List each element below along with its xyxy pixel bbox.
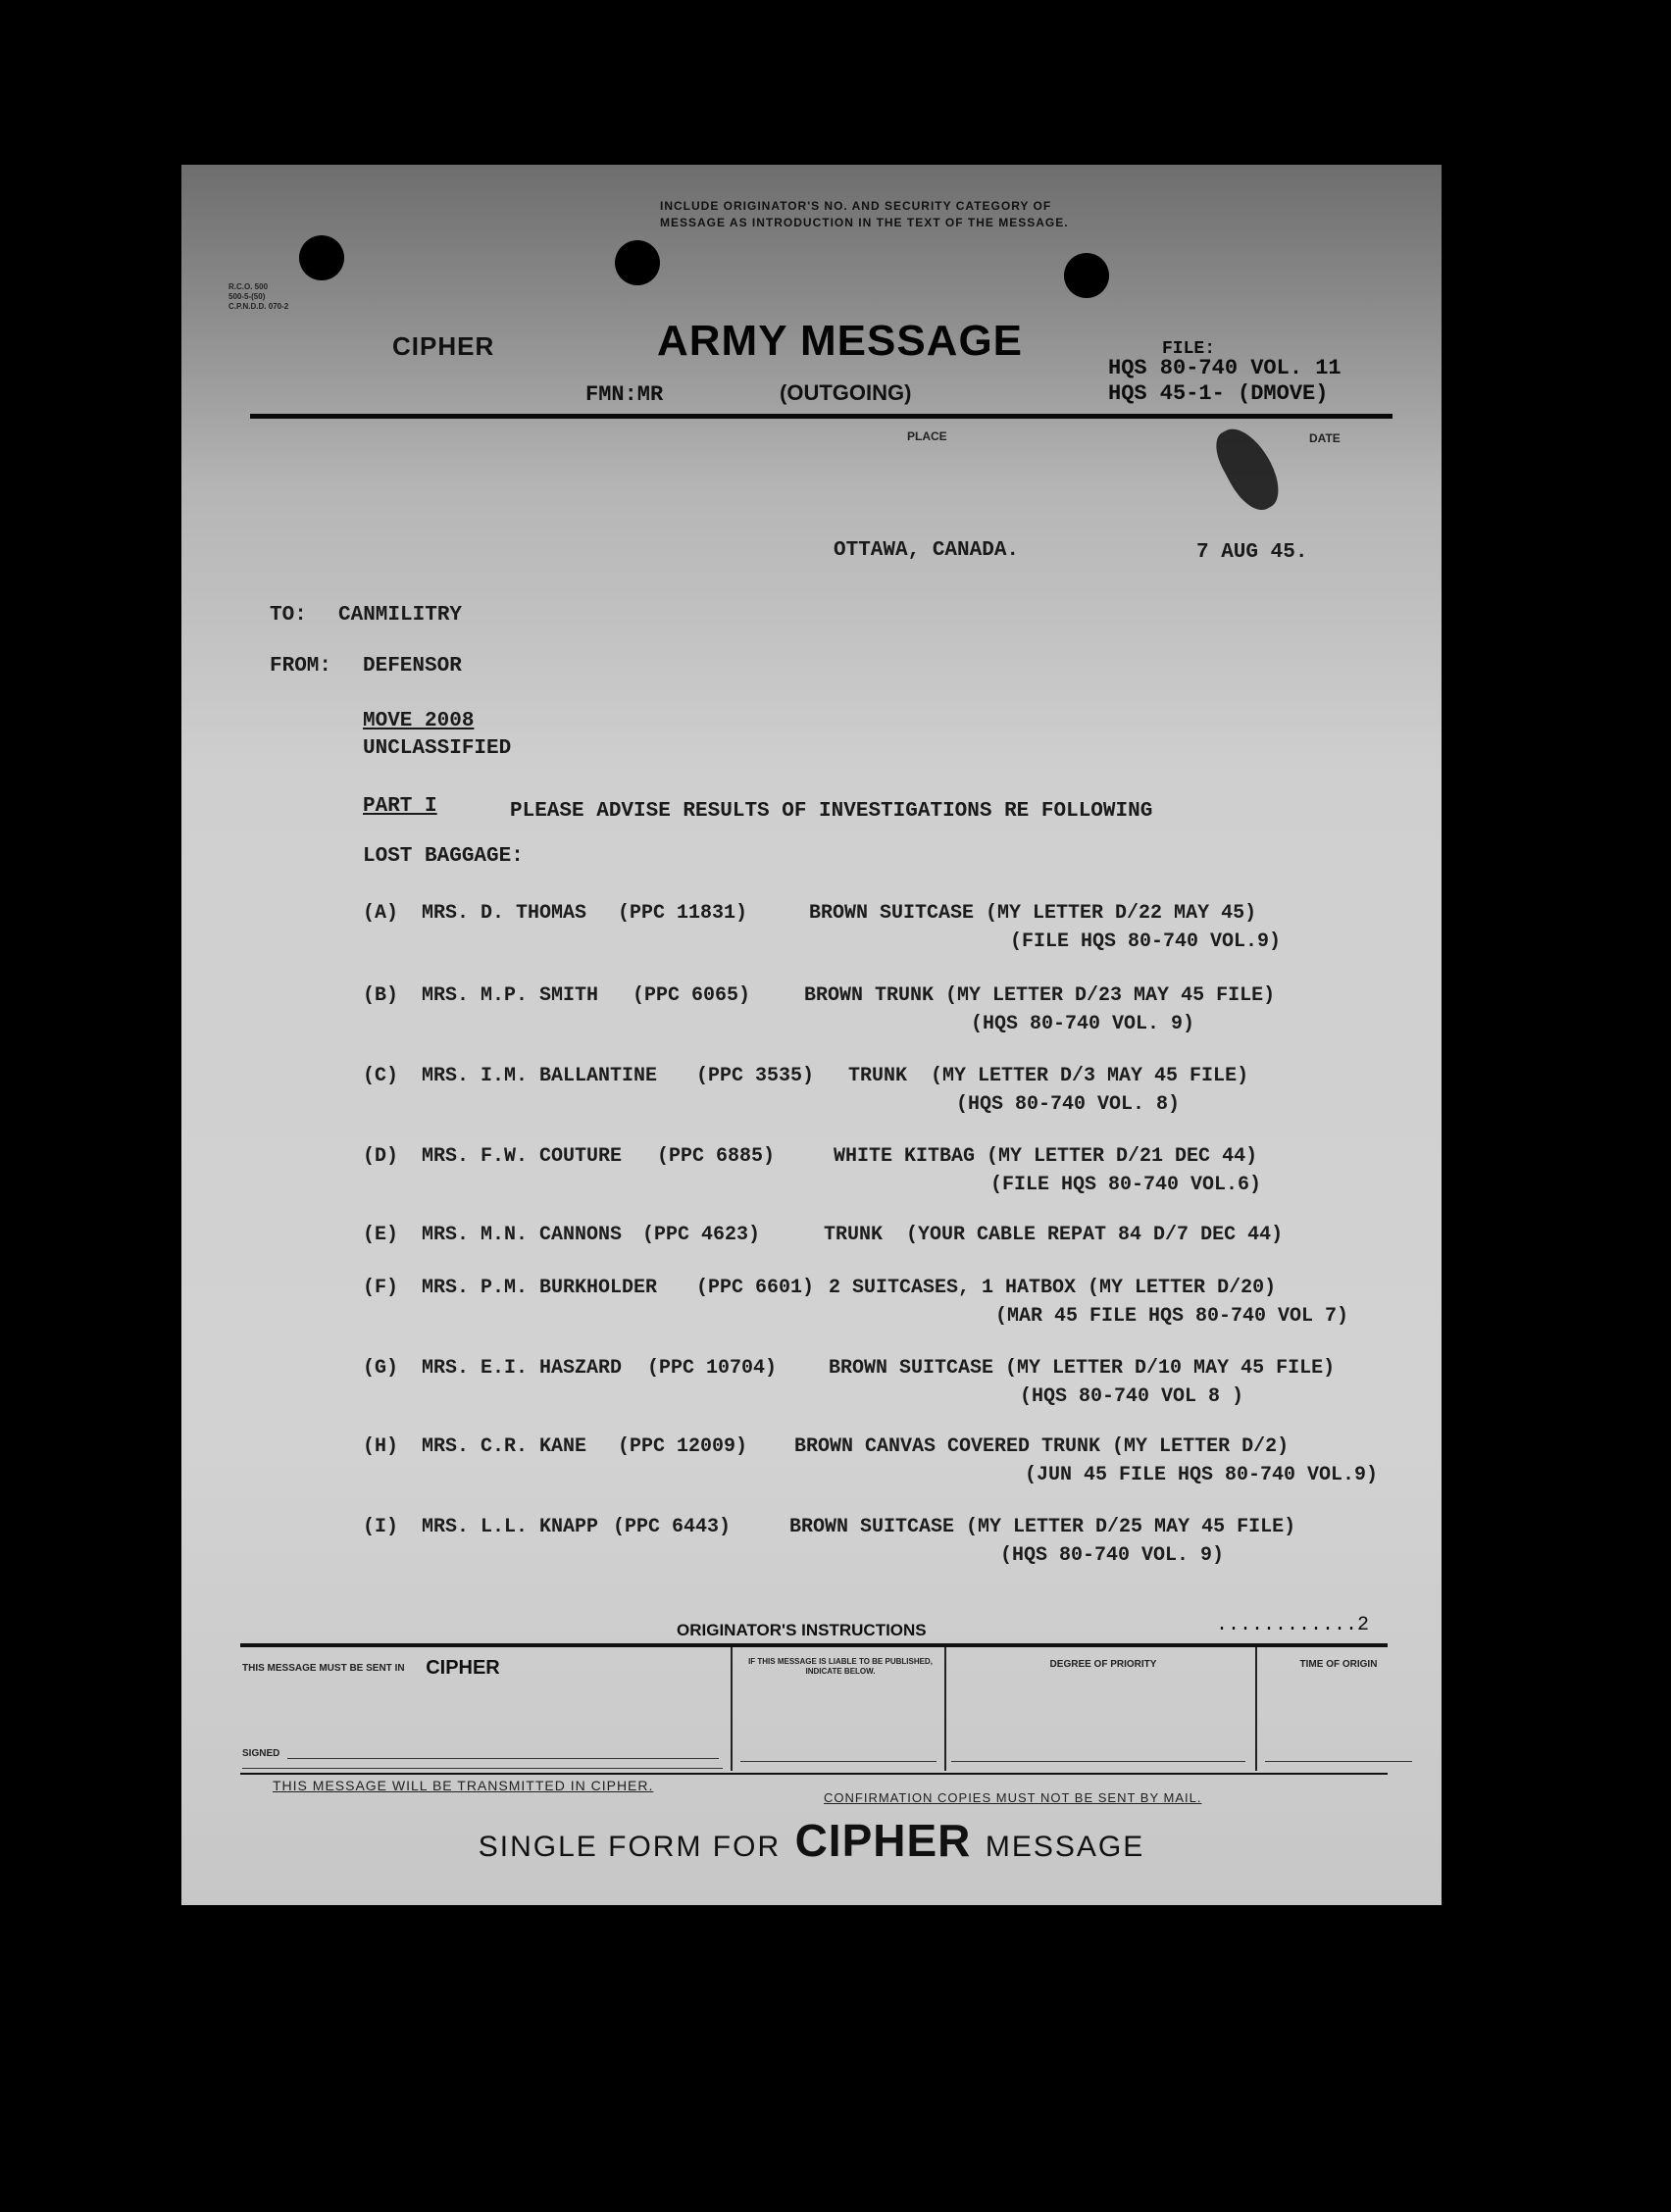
item-description: BROWN SUITCASE (MY LETTER D/25 MAY 45 FILE) <box>789 1516 1296 1538</box>
item-ppc: (PPC 12009) <box>618 1435 748 1458</box>
place-value: OTTAWA, CANADA. <box>834 539 1020 562</box>
item-description: WHITE KITBAG (MY LETTER D/21 DEC 44) <box>834 1145 1258 1168</box>
item-letter: (G) <box>363 1357 399 1380</box>
item-letter: (D) <box>363 1145 399 1168</box>
instructions-rule-top <box>240 1643 1388 1647</box>
item-continuation: (HQS 80-740 VOL. 8) <box>956 1093 1181 1116</box>
time-line <box>1265 1761 1412 1762</box>
part-label: PART I <box>363 795 437 818</box>
item-ppc: (PPC 11831) <box>618 902 748 925</box>
cipher-label: CIPHER <box>392 331 495 361</box>
classification: UNCLASSIFIED <box>363 737 512 760</box>
item-ppc: (PPC 6443) <box>613 1516 732 1538</box>
punch-hole-left <box>299 235 344 280</box>
item-name: MRS. L.L. KNAPP <box>422 1516 599 1538</box>
item-continuation: (MAR 45 FILE HQS 80-740 VOL 7) <box>995 1305 1349 1328</box>
footer-title-part-3: MESSAGE <box>985 1831 1145 1863</box>
must-be-sent-cell <box>242 1657 500 1680</box>
cell-divider <box>731 1647 733 1771</box>
item-continuation: (HQS 80-740 VOL. 9) <box>971 1013 1195 1035</box>
footer-title-part-2: CIPHER <box>794 1815 972 1866</box>
item-description: BROWN SUITCASE (MY LETTER D/22 MAY 45) <box>809 902 1257 925</box>
list-item <box>181 1435 1442 1504</box>
item-letter: (F) <box>363 1277 399 1299</box>
must-be-sent-value: CIPHER <box>426 1657 500 1679</box>
item-continuation: (FILE HQS 80-740 VOL.6) <box>990 1174 1262 1196</box>
form-code: 500-5-(50) <box>228 292 266 301</box>
item-ppc: (PPC 6601) <box>696 1277 815 1299</box>
to-value: CANMILITRY <box>338 604 463 627</box>
item-name: MRS. C.R. KANE <box>422 1435 587 1458</box>
item-letter: (H) <box>363 1435 399 1458</box>
item-continuation: (FILE HQS 80-740 VOL.9) <box>1010 930 1282 953</box>
cell-divider <box>1255 1647 1257 1771</box>
list-item <box>181 1145 1442 1214</box>
file-reference <box>1108 339 1342 407</box>
item-continuation: (JUN 45 FILE HQS 80-740 VOL.9) <box>1025 1464 1379 1486</box>
item-description: TRUNK (YOUR CABLE REPAT 84 D/7 DEC 44) <box>824 1224 1284 1246</box>
from-label: FROM: <box>270 655 332 678</box>
list-item <box>181 1065 1442 1133</box>
list-item <box>181 1357 1442 1426</box>
instructions-rule-bottom <box>240 1773 1388 1775</box>
lost-baggage-heading: LOST BAGGAGE: <box>363 845 524 868</box>
footer-title-part-1: SINGLE FORM FOR <box>478 1831 782 1863</box>
item-description: BROWN SUITCASE (MY LETTER D/10 MAY 45 FILE) <box>829 1357 1336 1380</box>
item-letter: (A) <box>363 902 399 925</box>
originators-instructions-heading: ORIGINATOR'S INSTRUCTIONS <box>677 1621 927 1639</box>
item-name: MRS. D. THOMAS <box>422 902 587 925</box>
from-value: DEFENSOR <box>363 655 462 678</box>
army-message-form <box>181 165 1442 1905</box>
file-label: FILE: <box>1162 339 1216 359</box>
signed-line <box>287 1758 719 1759</box>
item-description: BROWN TRUNK (MY LETTER D/23 MAY 45 FILE) <box>804 984 1276 1007</box>
item-description: TRUNK (MY LETTER D/3 MAY 45 FILE) <box>848 1065 1249 1087</box>
item-description: 2 SUITCASES, 1 HATBOX (MY LETTER D/20) <box>829 1277 1277 1299</box>
item-continuation: (HQS 80-740 VOL. 9) <box>1000 1544 1225 1567</box>
item-ppc: (PPC 3535) <box>696 1065 815 1087</box>
date-label: DATE <box>1309 431 1341 445</box>
form-code: R.C.O. 500 <box>228 282 269 291</box>
list-item <box>181 1516 1442 1584</box>
list-item <box>181 984 1442 1053</box>
list-item <box>181 1277 1442 1345</box>
form-title: ARMY MESSAGE <box>657 317 1024 365</box>
punch-hole-right <box>1064 253 1109 298</box>
priority-label: DEGREE OF PRIORITY <box>1049 1659 1157 1670</box>
originator-instruction-note: INCLUDE ORIGINATOR'S NO. AND SECURITY CATEGORY OF MESSAGE AS INTRODUCTION IN THE TEXT OF THE MESSAGE. <box>660 199 1069 229</box>
priority-line <box>951 1761 1245 1762</box>
ink-blot <box>1208 419 1290 518</box>
formation-code: FMN:MR <box>585 382 664 407</box>
item-letter: (C) <box>363 1065 399 1087</box>
time-of-origin-label: TIME OF ORIGIN <box>1299 1659 1378 1670</box>
form-codes <box>228 282 288 312</box>
direction-label: (OUTGOING) <box>780 380 912 405</box>
item-description: BROWN CANVAS COVERED TRUNK (MY LETTER D/2) <box>794 1435 1290 1458</box>
item-letter: (B) <box>363 984 399 1007</box>
part-text: PLEASE ADVISE RESULTS OF INVESTIGATIONS RE FOLLOWING <box>510 800 1153 823</box>
form-code: C.P.N.D.D. 070-2 <box>228 302 289 311</box>
item-continuation: (HQS 80-740 VOL 8 ) <box>1020 1385 1244 1408</box>
mail-notice: CONFIRMATION COPIES MUST NOT BE SENT BY MAIL. <box>824 1790 1202 1805</box>
cipher-notice: THIS MESSAGE WILL BE TRANSMITTED IN CIPHER. <box>273 1778 654 1793</box>
item-ppc: (PPC 6885) <box>657 1145 776 1168</box>
item-name: MRS. M.P. SMITH <box>422 984 599 1007</box>
form-footer-title <box>181 1814 1442 1867</box>
publication-label: IF THIS MESSAGE IS LIABLE TO BE PUBLISHED, INDICATE BELOW. <box>748 1657 933 1676</box>
item-name: MRS. I.M. BALLANTINE <box>422 1065 658 1087</box>
item-letter: (I) <box>363 1516 399 1538</box>
item-name: MRS. F.W. COUTURE <box>422 1145 623 1168</box>
continuation-marker: ............2 <box>1216 1614 1370 1636</box>
message-reference: MOVE 2008 <box>363 710 475 732</box>
cell-divider <box>944 1647 946 1771</box>
item-name: MRS. M.N. CANNONS <box>422 1224 623 1246</box>
publication-line <box>740 1761 937 1762</box>
date-value: 7 AUG 45. <box>1196 541 1308 564</box>
to-label: TO: <box>270 604 307 627</box>
must-be-sent-label: THIS MESSAGE MUST BE SENT IN <box>242 1663 405 1674</box>
item-name: MRS. P.M. BURKHOLDER <box>422 1277 658 1299</box>
item-ppc: (PPC 6065) <box>633 984 751 1007</box>
item-letter: (E) <box>363 1224 399 1246</box>
signed-label: SIGNED <box>242 1748 280 1759</box>
item-ppc: (PPC 10704) <box>647 1357 778 1380</box>
list-item <box>181 902 1442 971</box>
file-line-2: HQS 45-1- (DMOVE) <box>1108 381 1329 406</box>
item-name: MRS. E.I. HASZARD <box>422 1357 623 1380</box>
place-label: PLACE <box>907 429 947 443</box>
header-rule <box>250 414 1392 419</box>
item-ppc: (PPC 4623) <box>642 1224 761 1246</box>
file-line-1: HQS 80-740 VOL. 11 <box>1108 356 1342 380</box>
signed-line-lower <box>242 1768 723 1769</box>
punch-hole-center <box>615 240 660 285</box>
